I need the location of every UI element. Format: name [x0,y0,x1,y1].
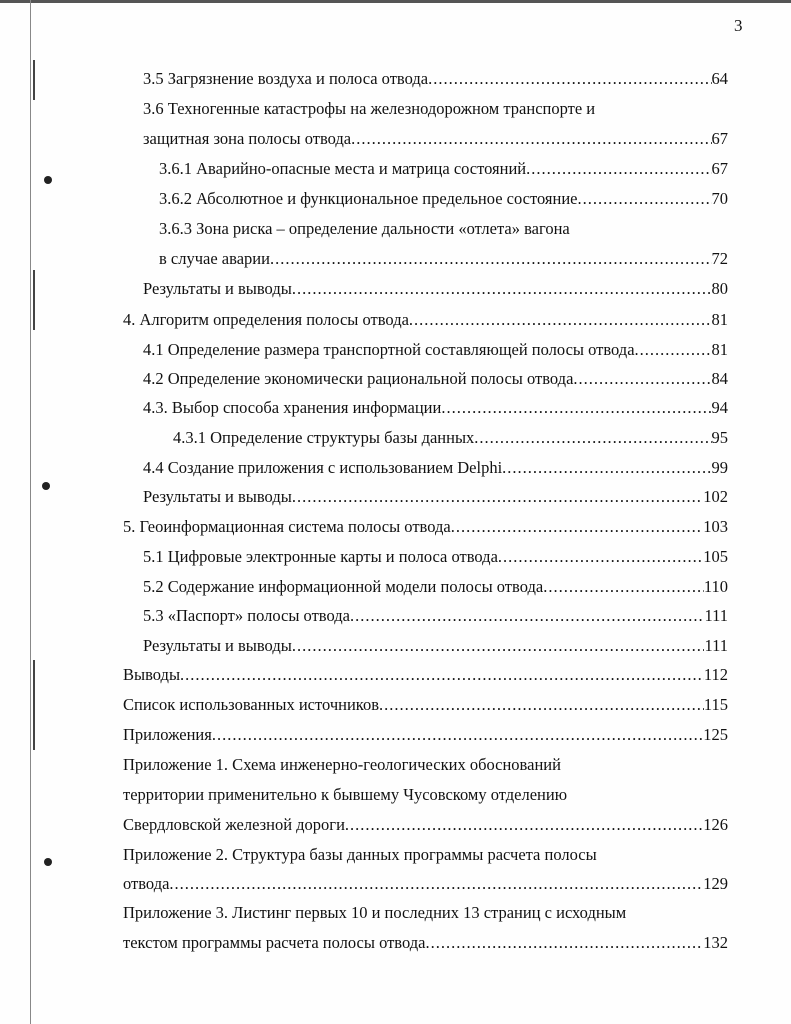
toc-entry: Приложение 1. Схема инженерно-геологических обоснований [123,755,561,774]
scan-mark [33,660,35,750]
punch-hole-icon [44,858,52,866]
toc-entry: 5.3 «Паспорт» полосы отвода ..... 111 [143,604,728,628]
toc-entry: 5. Геоинформационная система полосы отвода ..... 103 [123,515,728,539]
toc-entry: Приложение 2. Структура базы данных программы расчета полосы [123,845,597,864]
toc-entry: Выводы ..... 112 [123,663,728,687]
toc-entry: 3.6.2 Абсолютное и функциональное предельное состояние ..... 70 [159,187,728,211]
toc-entry: Свердловской железной дороги ..... 126 [123,813,728,837]
toc-entry: защитная зона полосы отвода ..... 67 [143,127,728,151]
toc-entry: 5.1 Цифровые электронные карты и полоса отвода ..... 105 [143,545,728,569]
toc-entry: территории применительно к бывшему Чусовскому отделению [123,785,568,804]
scan-left-edge [30,0,31,1024]
toc-entry: 3.6.1 Аварийно-опасные места и матрица состояний ..... 67 [159,157,728,181]
toc-entry: 4. Алгоритм определения полосы отвода ..... 81 [123,308,728,332]
toc-entry: 4.2 Определение экономически рациональной полосы отвода ..... 84 [143,367,728,391]
toc-entry: Приложения ..... 125 [123,723,728,747]
toc-entry: Результаты и выводы ..... 111 [143,634,728,658]
scan-top-edge [0,0,791,3]
scan-mark [33,270,35,330]
toc-entry: 4.4 Создание приложения с использованием Delphi ..... 99 [143,456,728,480]
toc-entry: Список использованных источников ..... 115 [123,693,728,717]
toc-entry: 4.1 Определение размера транспортной составляющей полосы отвода ..... 81 [143,338,728,362]
toc-entry: 4.3. Выбор способа хранения информации ..... 94 [143,396,728,420]
toc-entry: 3.6 Техногенные катастрофы на железнодорожном транспорте и [143,99,596,118]
punch-hole-icon [42,482,50,490]
toc-entry: 4.3.1 Определение структуры базы данных ..... 95 [173,426,728,450]
toc-entry: 5.2 Содержание информационной модели полосы отвода ..... 110 [143,575,728,599]
toc-entry: в случае аварии ..... 72 [159,247,728,271]
toc-entry: Результаты и выводы ..... 102 [143,485,728,509]
scan-mark [33,60,35,100]
toc-entry: отвода ..... 129 [123,872,728,896]
page-number: 3 [734,16,743,35]
toc-entry: Результаты и выводы ..... 80 [143,277,728,301]
toc-entry: 3.6.3 Зона риска – определение дальности «отлета» вагона [159,219,570,238]
punch-hole-icon [44,176,52,184]
toc-entry: Приложение 3. Листинг первых 10 и последних 13 страниц с исходным [123,903,627,922]
toc-entry: 3.5 Загрязнение воздуха и полоса отвода ..... 64 [143,67,728,91]
toc-entry: текстом программы расчета полосы отвода ..... 132 [123,931,728,955]
